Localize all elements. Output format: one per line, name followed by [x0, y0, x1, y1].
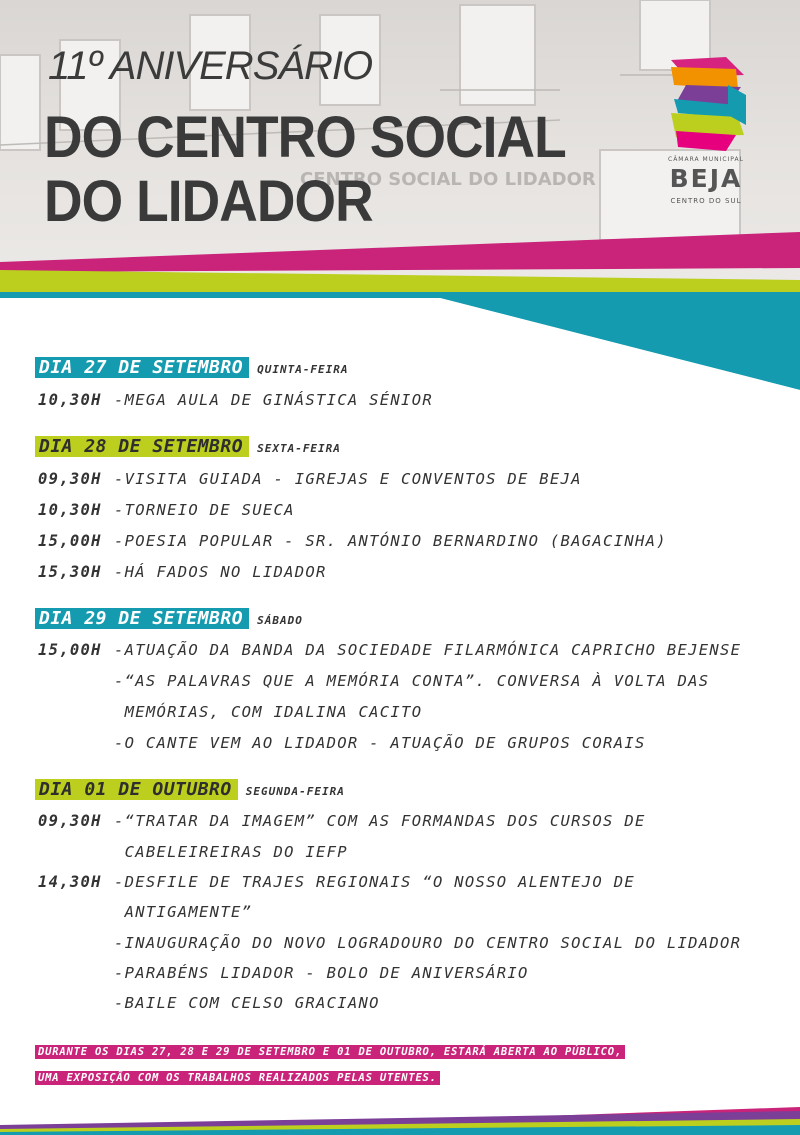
event-time: 15,00H	[38, 532, 102, 550]
event-row	[38, 903, 252, 921]
day-heading-01	[35, 779, 345, 800]
event-row	[38, 470, 582, 488]
event-text: -MEGA AULA DE GINÁSTICA SÉNIOR	[114, 391, 433, 409]
event-time: 09,30H	[38, 470, 102, 488]
event-time: 10,30H	[38, 501, 102, 519]
event-row	[38, 501, 295, 519]
day-heading-28	[35, 436, 341, 457]
event-text: -BAILE COM CELSO GRACIANO	[114, 994, 380, 1012]
title-line-2: DO CENTRO SOCIAL	[44, 105, 566, 170]
event-row	[38, 703, 422, 721]
event-time: 15,00H	[38, 641, 102, 659]
event-time: 15,30H	[38, 563, 102, 581]
event-row	[38, 672, 709, 690]
event-text: -POESIA POPULAR - SR. ANTÓNIO BERNARDINO (BAGACINHA)	[114, 532, 667, 550]
bottom-stripes	[0, 1095, 800, 1135]
event-text: MEMÓRIAS, COM IDALINA CACITO	[114, 703, 423, 721]
footnote-line-2: UMA EXPOSIÇÃO COM OS TRABALHOS REALIZADOS PELAS UTENTES.	[35, 1071, 440, 1085]
event-text: -PARABÉNS LIDADOR - BOLO DE ANIVERSÁRIO	[114, 964, 529, 982]
day-weekday: QUINTA-FEIRA	[257, 363, 349, 376]
title-line-3: DO LIDADOR	[44, 169, 373, 234]
event-time: 10,30H	[38, 391, 102, 409]
logo-municipality: CÂMARA MUNICIPAL	[668, 156, 744, 163]
footnote-line-1: DURANTE OS DIAS 27, 28 E 29 DE SETEMBRO E 01 DE OUTUBRO, ESTARÁ ABERTA AO PÚBLICO,	[35, 1045, 625, 1059]
day-label: DIA 01 DE OUTUBRO	[35, 779, 238, 800]
day-label: DIA 29 DE SETEMBRO	[35, 608, 249, 629]
day-heading-27	[35, 357, 349, 378]
event-row	[38, 563, 327, 581]
day-weekday: SÁBADO	[257, 614, 303, 627]
event-text: -VISITA GUIADA - IGREJAS E CONVENTOS DE BEJA	[114, 470, 582, 488]
event-row	[38, 812, 646, 830]
event-time: 09,30H	[38, 812, 102, 830]
event-row	[38, 734, 646, 752]
logo-name: BEJA	[669, 164, 743, 193]
title-line-1: 11º ANIVERSÁRIO	[48, 44, 373, 88]
day-heading-29	[35, 608, 303, 629]
event-row	[38, 934, 741, 952]
event-text: -HÁ FADOS NO LIDADOR	[114, 563, 327, 581]
event-text: -ATUAÇÃO DA BANDA DA SOCIEDADE FILARMÓNICA CAPRICHO BEJENSE	[114, 641, 742, 659]
event-text: ANTIGAMENTE”	[114, 903, 253, 921]
event-time: 14,30H	[38, 873, 102, 891]
day-weekday: SEXTA-FEIRA	[257, 442, 341, 455]
logo-tagline: CENTRO DO SUL	[670, 197, 742, 205]
event-text: -DESFILE DE TRAJES REGIONAIS “O NOSSO ALENTEJO DE	[114, 873, 635, 891]
event-text: -O CANTE VEM AO LIDADOR - ATUAÇÃO DE GRUPOS CORAIS	[114, 734, 646, 752]
event-row	[38, 964, 529, 982]
event-text: -INAUGURAÇÃO DO NOVO LOGRADOURO DO CENTRO SOCIAL DO LIDADOR	[114, 934, 742, 952]
event-row	[38, 641, 741, 659]
event-text: -“TRATAR DA IMAGEM” COM AS FORMANDAS DOS CURSOS DE	[114, 812, 646, 830]
event-text: CABELEIREIRAS DO IEFP	[114, 843, 348, 861]
event-row	[38, 994, 380, 1012]
day-label: DIA 28 DE SETEMBRO	[35, 436, 249, 457]
event-row	[38, 843, 348, 861]
facade-sign-text: CENTRO SOCIAL DO LIDADOR	[300, 169, 596, 190]
event-row	[38, 391, 433, 409]
day-label: DIA 27 DE SETEMBRO	[35, 357, 249, 378]
event-row	[38, 873, 635, 891]
day-weekday: SEGUNDA-FEIRA	[245, 785, 345, 798]
event-row	[38, 532, 667, 550]
event-text: -“AS PALAVRAS QUE A MEMÓRIA CONTA”. CONVERSA À VOLTA DAS	[114, 672, 710, 690]
event-text: -TORNEIO DE SUECA	[114, 501, 295, 519]
